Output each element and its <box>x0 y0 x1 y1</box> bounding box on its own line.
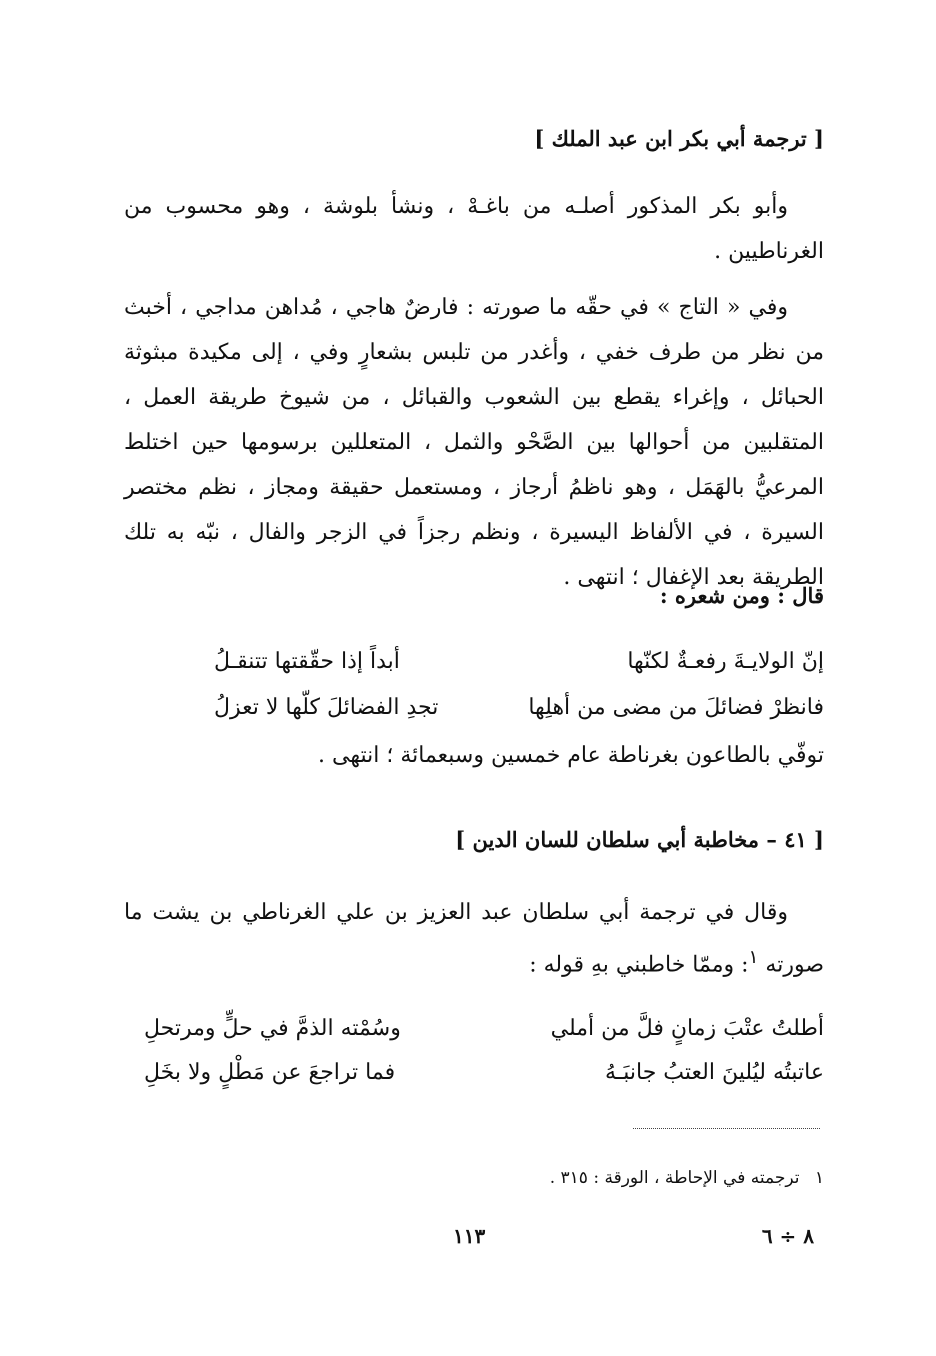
footnote-number: ١ <box>814 1168 824 1188</box>
verse-second-hemistich: فما تراجعَ عن مَطْلٍ ولا بخَلِ <box>144 1060 396 1085</box>
paragraph-text: وقال في ترجمة أبي سلطان عبد العزيز بن علي الغرناطي بن يشت ما صورته <box>124 900 824 978</box>
footnote-divider <box>633 1128 820 1129</box>
footnote-text: ترجمته في الإحاطة ، الورقة : ٣١٥ . <box>549 1168 800 1188</box>
verse-first-hemistich: عاتبتُه ليُلينَ العتبُ جانبَـهُ <box>605 1060 824 1085</box>
verse-second-hemistich: تجدِ الفضائلَ كلّها لا تعزلُ <box>214 695 439 720</box>
poem-verse <box>144 1051 824 1095</box>
verse-second-hemistich: أبداً إذا حقّقتها تتنقـلُ <box>214 649 400 674</box>
paragraph-text: : وممّا خاطبني بهِ قوله : <box>529 952 749 978</box>
closing-line: توفّي بالطاعون بغرناطة عام خمسين وسبعمائة ؛ انتهى . <box>318 743 824 768</box>
poem-intro: قال : ومن شعره : <box>659 583 824 608</box>
section-heading: [ ترجمة أبي بكر ابن عبد الملك ] <box>534 126 824 151</box>
verse-first-hemistich: أطلتُ عتْبَ زمانٍ فلَّ من أملي <box>550 1016 824 1041</box>
paragraph: وأبو بكر المذكور أصلـه من باغـهْ ، ونشأ بلوشة ، وهو محسوب من الغرناطيين . <box>124 194 824 264</box>
page-number: ١١٣ <box>453 1224 486 1248</box>
poem-verse <box>214 640 824 684</box>
verse-second-hemistich: وسُمْته الذمَّ في حلٍّ ومرتحلِ <box>144 1016 401 1041</box>
printer-signature: ٨ ÷ ٦ <box>761 1224 814 1248</box>
verse-first-hemistich: إنّ الولايـةَ رفعـةٌ لكنّها <box>627 649 824 674</box>
footnote-reference: ١ <box>748 947 759 968</box>
verse-first-hemistich: فانظرْ فضائلَ من مضى من أهلِها <box>528 695 824 720</box>
poem-verse <box>144 1007 824 1051</box>
paragraph: وفي « التاج » في حقّه ما صورته : فارضٌ هاجي ، مُداهن مداجي ، أخبث من نظر من طرف خفي ، وأغدر من تلبس بشعارٍ وفي ، إلى مكيدة مبثوثة الحبائل ، وإغراء يقطع بين الشعوب والقبائل ، من شيوخ طريقة العمل ، المتقلبين من أحوالها بين الصَّحْو والثمل ، المتعللين برسومها حين اختلط المرعيُّ بالهَمَل ، وهو ناظمُ أرجاز ، ومستعمل حقيقة ومجاز ، نظم مختصر السيرة ، في الألفاظ اليسيرة ، ونظم رجزاً في الزجر والفال ، نبّه به تلك الطريقة بعد الإغفال ؛ انتهى . <box>124 295 824 590</box>
footnote <box>550 1168 824 1188</box>
section-heading: [ ٤١ – مخاطبة أبي سلطان للسان الدين ] <box>455 827 824 852</box>
paragraph <box>124 890 824 987</box>
poem-verse <box>214 686 824 730</box>
